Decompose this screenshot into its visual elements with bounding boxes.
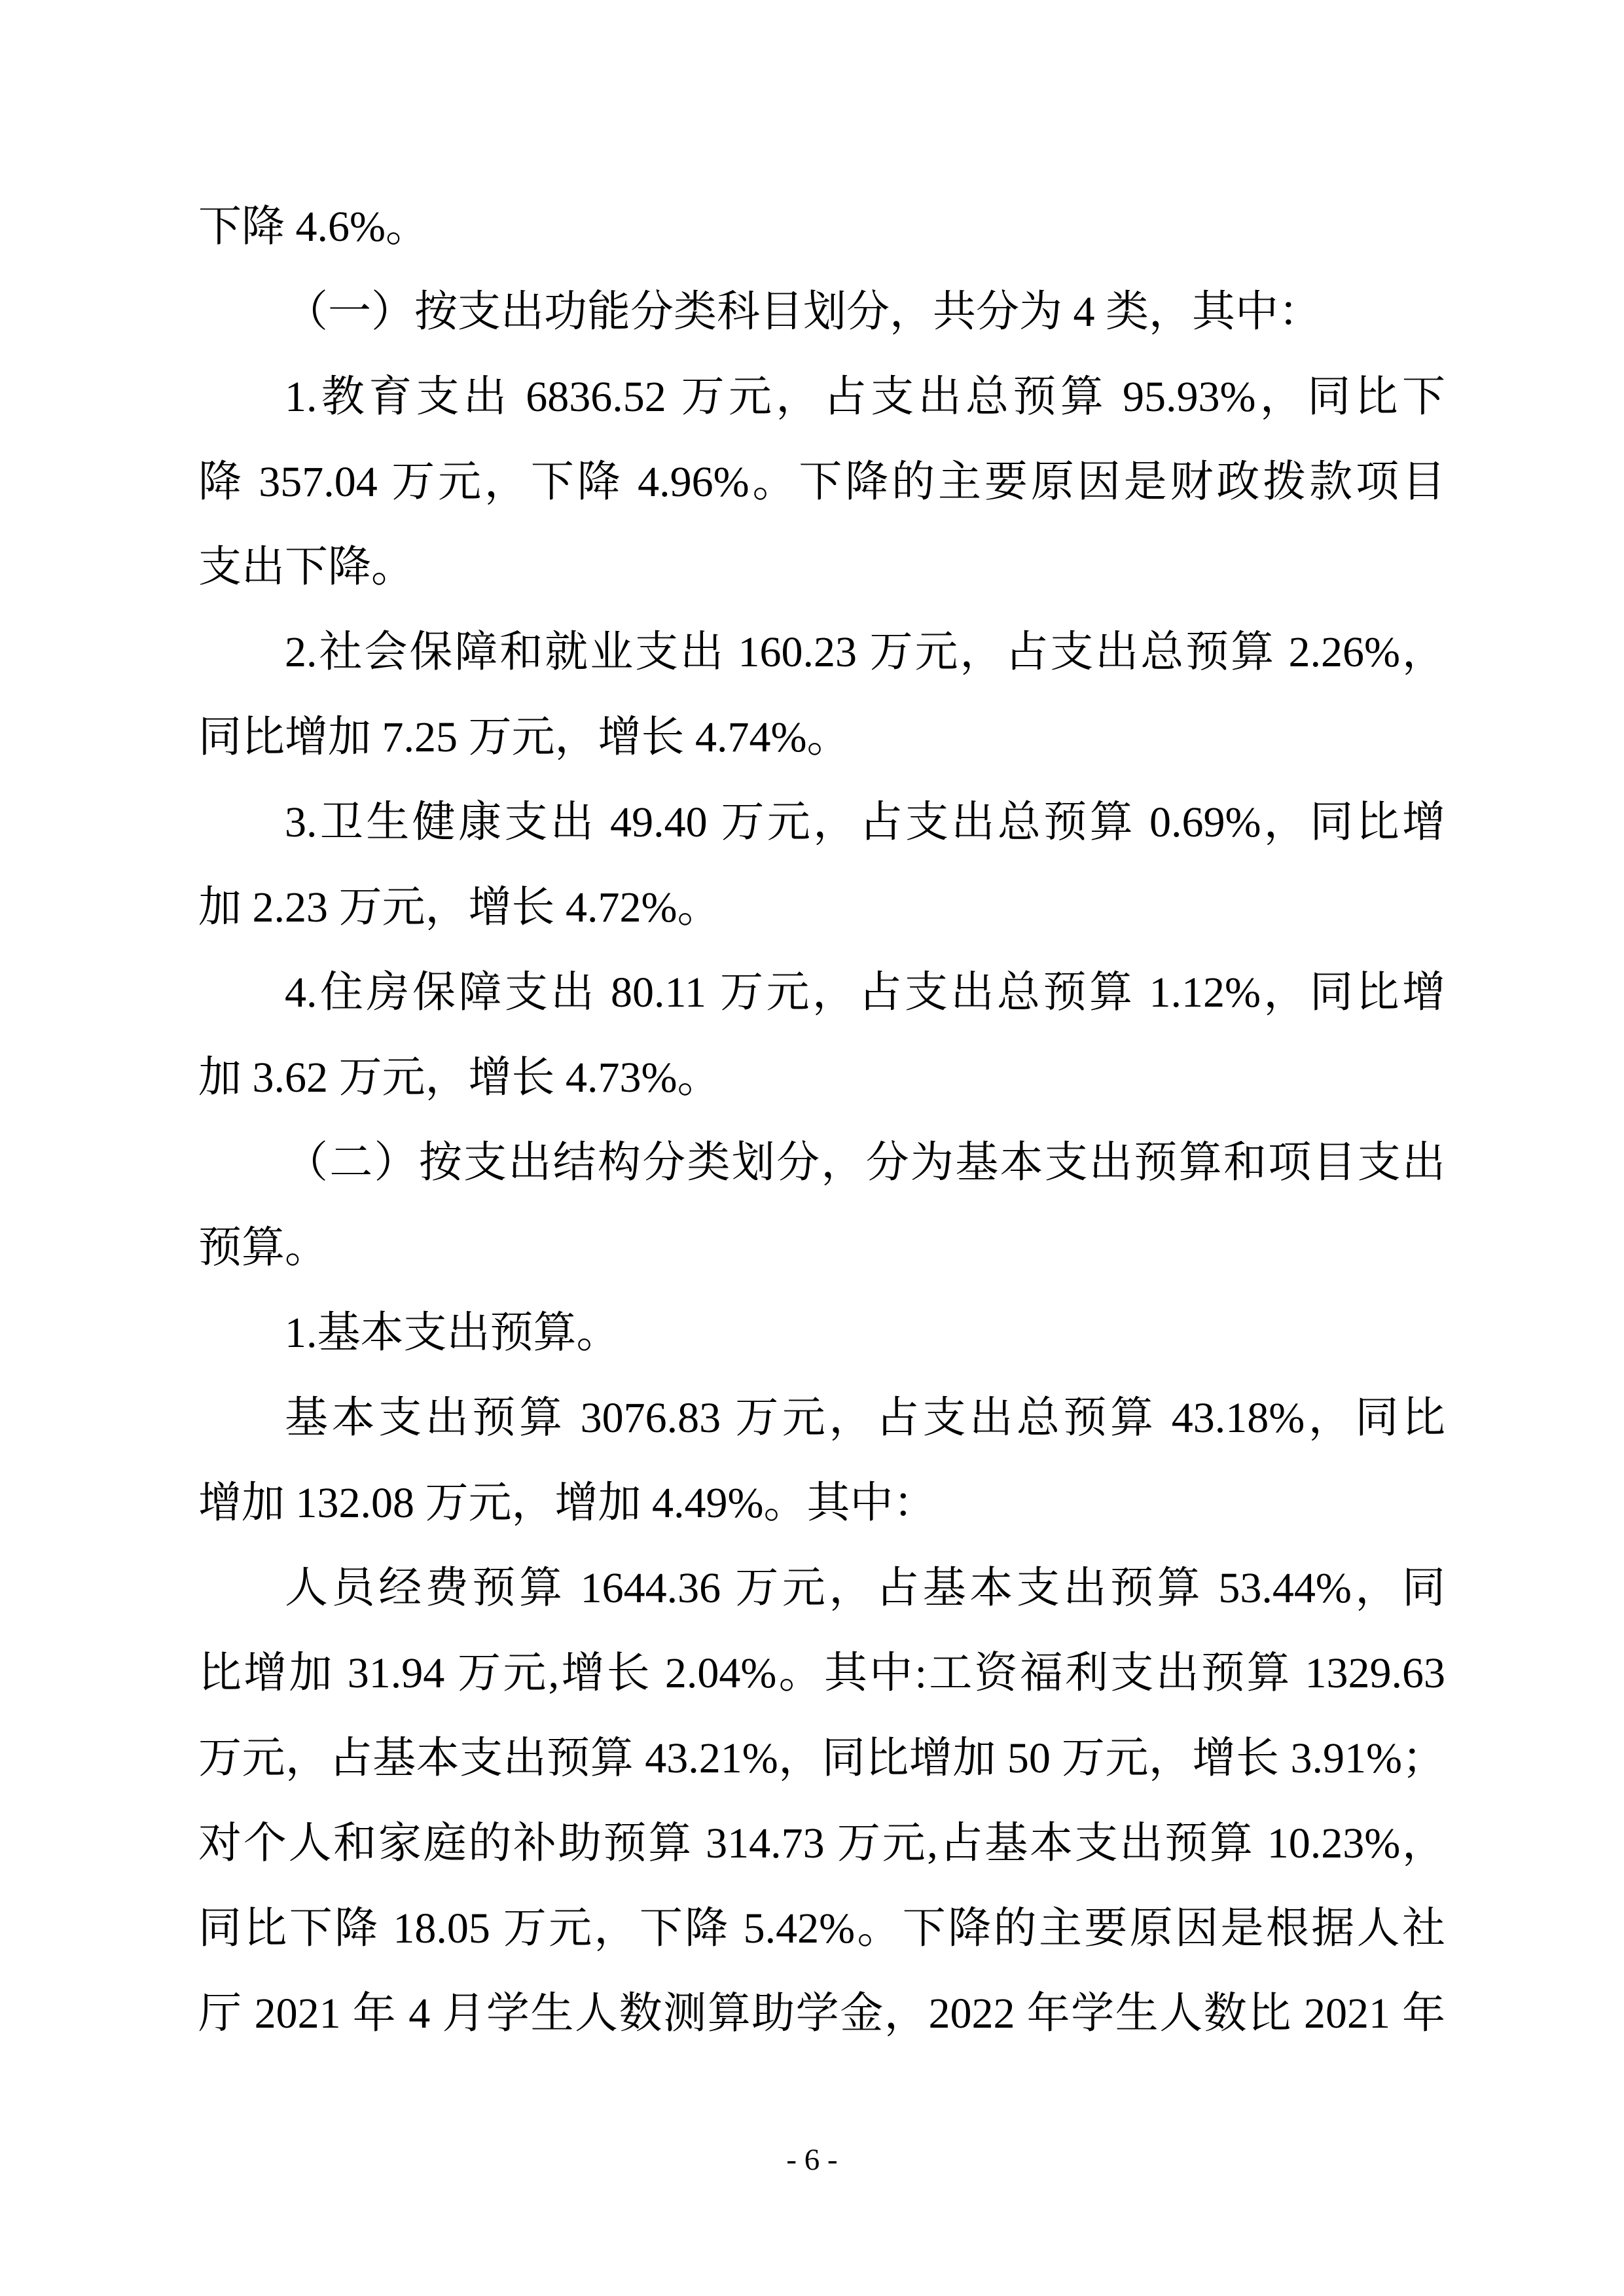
text-line: 降 357.04 万元，下降 4.96%。下降的主要原因是财政拨款项目	[198, 458, 1445, 506]
text-line: 支出下降。	[198, 543, 414, 591]
text-line: 厅 2021 年 4 月学生人数测算助学金，2022 年学生人数比 2021 年	[198, 1990, 1445, 2037]
text-line: 1.教育支出 6836.52 万元，占支出总预算 95.93%，同比下	[285, 373, 1445, 421]
text-line: 人员经费预算 1644.36 万元，占基本支出预算 53.44%，同	[285, 1564, 1445, 1612]
text-line: 比增加 31.94 万元,增长 2.04%。其中:工资福利支出预算 1329.63	[198, 1649, 1445, 1697]
text-line: 基本支出预算 3076.83 万元，占支出总预算 43.18%，同比	[285, 1394, 1445, 1442]
text-line: 4.住房保障支出 80.11 万元，占支出总预算 1.12%，同比增	[285, 969, 1445, 1016]
text-line: （一）按支出功能分类科目划分，共分为 4 类，其中：	[285, 288, 1322, 336]
text-line: 3.卫生健康支出 49.40 万元，占支出总预算 0.69%，同比增	[285, 798, 1445, 846]
text-line: 同比下降 18.05 万元，下降 5.42%。下降的主要原因是根据人社	[198, 1905, 1445, 1952]
text-line: 加 2.23 万元，增长 4.72%。	[198, 884, 721, 931]
text-line: 2.社会保障和就业支出 160.23 万元，占支出总预算 2.26%，	[285, 628, 1445, 676]
text-line: 加 3.62 万元，增长 4.73%。	[198, 1054, 721, 1102]
text-line: 1.基本支出预算。	[285, 1309, 620, 1357]
text-block	[198, 185, 1445, 2056]
text-line: 下降 4.6%。	[198, 203, 429, 251]
text-line: （二）按支出结构分类划分，分为基本支出预算和项目支出	[285, 1139, 1445, 1187]
text-line: 同比增加 7.25 万元，增长 4.74%。	[198, 713, 850, 761]
text-line: 万元，占基本支出预算 43.21%，同比增加 50 万元，增长 3.91%；	[198, 1734, 1445, 1782]
page-number: - 6 -	[786, 2143, 838, 2177]
text-line: 对个人和家庭的补助预算 314.73 万元,占基本支出预算 10.23%，	[198, 1820, 1445, 1867]
text-line: 预算。	[198, 1224, 328, 1272]
text-line: 增加 132.08 万元，增加 4.49%。其中：	[198, 1479, 937, 1527]
